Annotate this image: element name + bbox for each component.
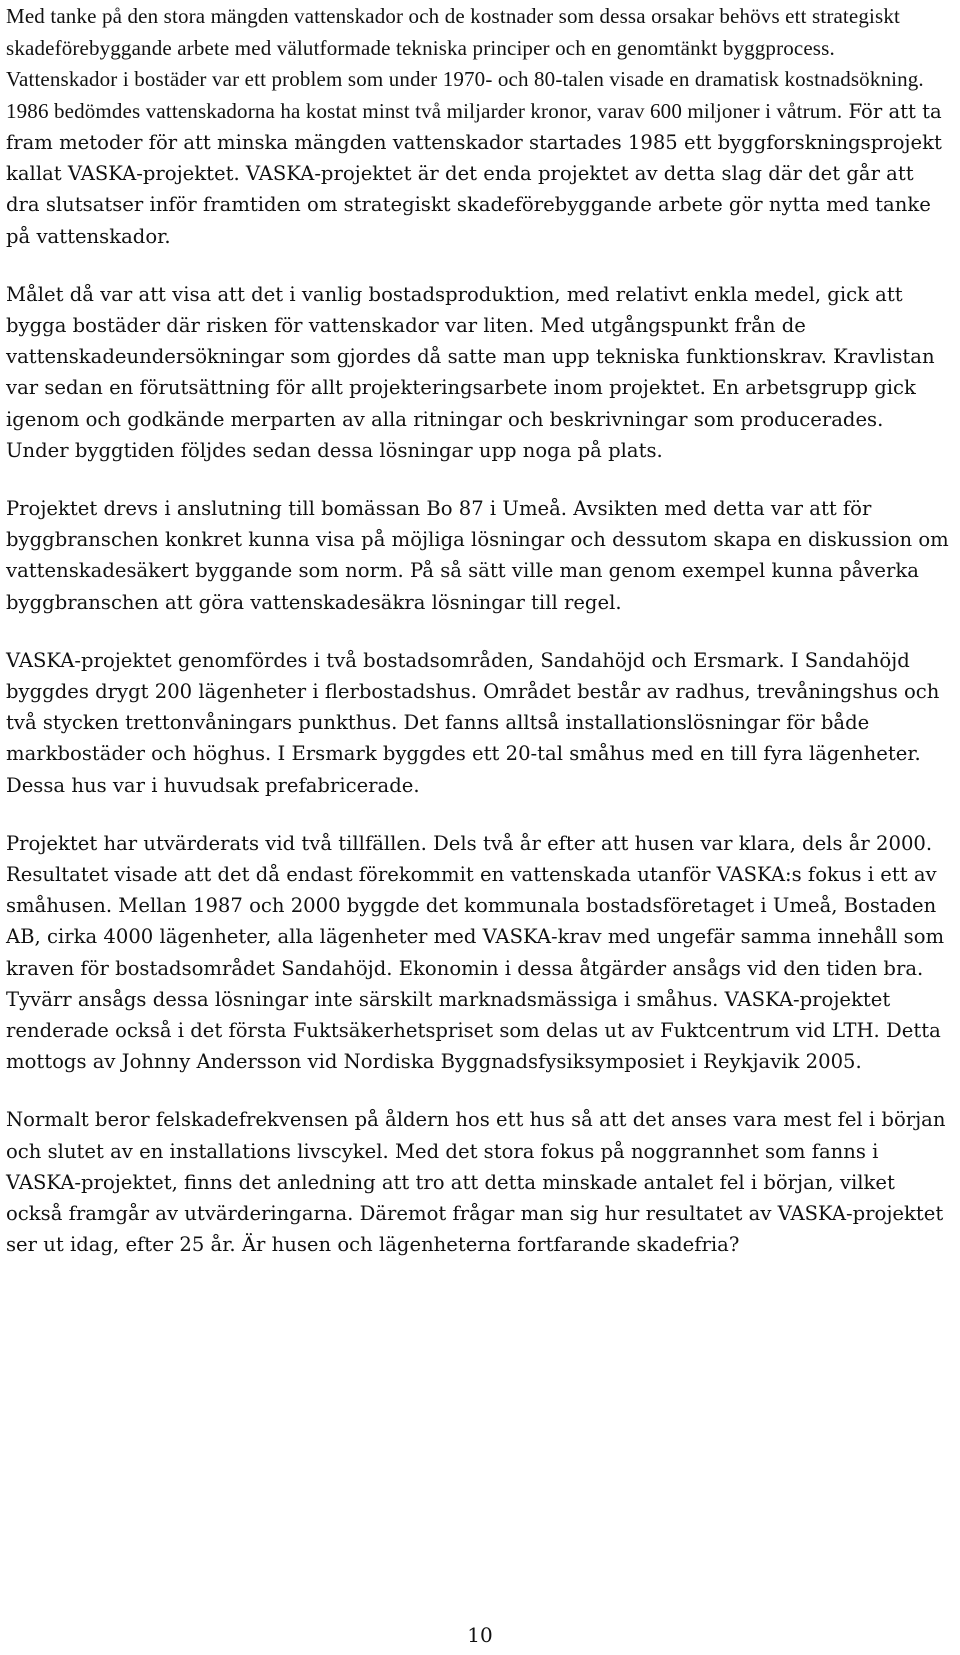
page-number: 10 (467, 1623, 493, 1647)
paragraph-4: VASKA-projektet genomfördes i två bostadsområden, Sandahöjd och Ersmark. I Sandahöjd byggdes drygt 200 lägenheter i flerbostadshus. Området består av radhus, trevåningshus och två stycken trettonvåningars punkthus. Det fanns alltså installationslösningar för både markbostäder och höghus. I Ersmark byggdes ett 20-tal småhus med en till fyra lägenheter. Dessa hus var i huvudsak prefabricerade. (6, 648, 940, 797)
paragraph-1 (6, 1, 950, 252)
paragraph-3: Projektet drevs i anslutning till bomässan Bo 87 i Umeå. Avsikten med detta var att för byggbranschen konkret kunna visa på möjliga lösningar och dessutom skapa en diskussion om vattenskadesäkert byggande som norm. På så sätt ville man genom exempel kunna påverka byggbranschen att göra vattenskadesäkra lösningar till regel. (6, 497, 949, 614)
paragraph-2: Målet då var att visa att det i vanlig bostadsproduktion, med relativt enkla medel, gick att bygga bostäder där risken för vattenskador var liten. Med utgångspunkt från de vattenskadeundersökningar som gjordes då satte man upp tekniska funktionskrav. Kravlistan var sedan en förutsättning för allt projekteringsarbete inom projektet. En arbetsgrupp gick igenom och godkände merparten av alla ritningar och beskrivningar som producerades. Under byggtiden följdes sedan dessa lösningar upp noga på plats. (6, 282, 935, 462)
paragraph-1-rest: För att ta fram metoder för att minska mängden vattenskador startades 1985 ett byggforskningsprojekt kallat VASKA-projektet. VASKA-projektet är det enda projektet av detta slag där det går att dra slutsatser inför framtiden om strategiskt skadeförebyggande arbete gör nytta med tanke på vattenskador. (6, 99, 942, 248)
paragraph-6: Normalt beror felskadefrekvensen på åldern hos ett hus så att det anses vara mest fel i början och slutet av en installations livscykel. Med det stora fokus på noggrannhet som fanns i VASKA-projektet, finns det anledning att tro att detta minskade antalet fel i början, vilket också framgår av utvärderingarna. Däremot frågar man sig hur resultatet av VASKA-projektet ser ut idag, efter 25 år. Är husen och lägenheterna fortfarande skadefria? (6, 1108, 946, 1257)
paragraph-1-intro: Med tanke på den stora mängden vattenskador och de kostnader som dessa orsakar behövs ett strategiskt skadeförebyggande arbete med välutformade tekniska principer och en genomtänkt byggprocess. Vattenskador i bostäder var ett problem som under 1970- och 80-talen visade en dramatisk kostnadsökning. 1986 bedömdes vattenskadorna ha kostat minst två miljarder kronor, varav 600 miljoner i våtrum. (6, 4, 924, 123)
document-body (6, 0, 950, 1288)
paragraph-5: Projektet har utvärderats vid två tillfällen. Dels två år efter att husen var klara, dels år 2000. Resultatet visade att det då endast förekommit en vattenskada utanför VASKA:s fokus i ett av småhusen. Mellan 1987 och 2000 byggde det kommunala bostadsföretaget i Umeå, Bostaden AB, cirka 4000 lägenheter, alla lägenheter med VASKA-krav med ungefär samma innehåll som kraven för bostadsområdet Sandahöjd. Ekonomin i dessa åtgärder ansågs vid den tiden bra. Tyvärr ansågs dessa lösningar inte särskilt marknadsmässiga i småhus. VASKA-projektet renderade också i det första Fuktsäkerhetspriset som delas ut av Fuktcentrum vid LTH. Detta mottogs av Johnny Andersson vid Nordiska Byggnadsfysiksymposiet i Reykjavik 2005. (6, 831, 945, 1074)
